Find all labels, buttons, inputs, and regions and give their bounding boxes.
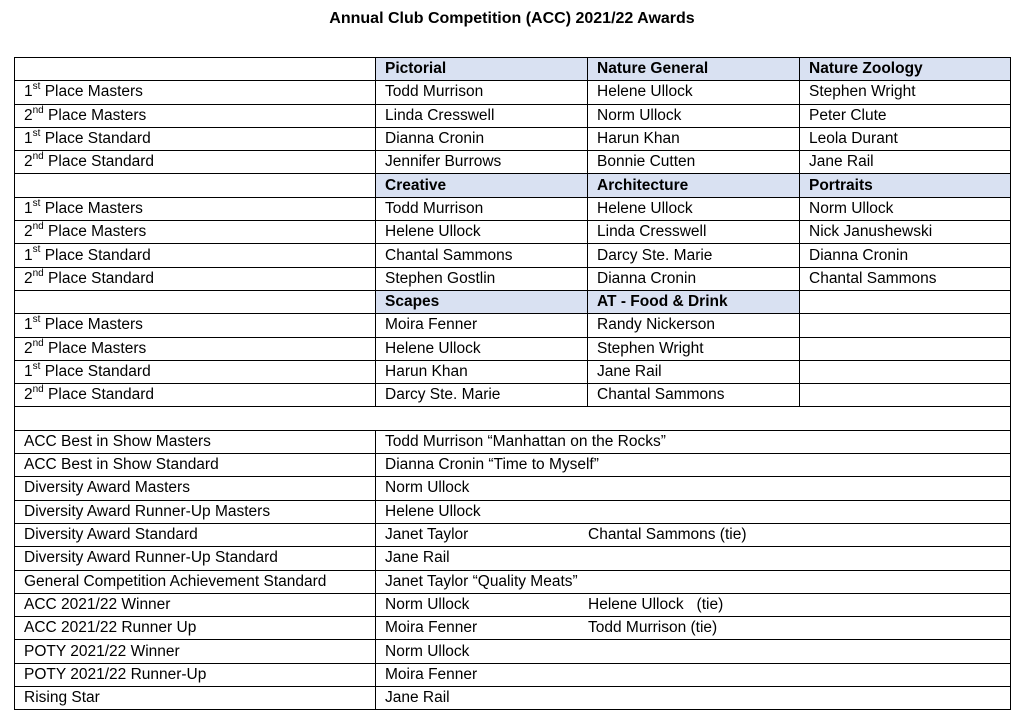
- award-winner-cell: [376, 617, 1011, 640]
- award-name: Diversity Award Runner-Up Masters: [15, 500, 376, 523]
- award-name: POTY 2021/22 Winner: [15, 640, 376, 663]
- place-suffix: st: [32, 197, 41, 209]
- special-award-row: [15, 663, 1011, 686]
- table-row: [15, 337, 1011, 360]
- place-text: Place Standard: [40, 246, 151, 264]
- place-label: [15, 267, 376, 290]
- award-name: Diversity Award Runner-Up Standard: [15, 547, 376, 570]
- award-winner: Dianna Cronin “Time to Myself”: [385, 456, 599, 474]
- place-suffix: nd: [32, 337, 44, 349]
- place-text: Place Masters: [40, 316, 143, 334]
- spacer-cell: [15, 407, 1011, 430]
- winner-cell: Todd Murrison: [376, 81, 588, 104]
- winner-cell: Todd Murrison: [376, 197, 588, 220]
- winner-cell: Jane Rail: [800, 151, 1011, 174]
- category-header: Nature Zoology: [800, 58, 1011, 81]
- place-text: Place Standard: [43, 386, 155, 404]
- award-name: Diversity Award Masters: [15, 477, 376, 500]
- table-row: [15, 314, 1011, 337]
- winner-cell: [800, 337, 1011, 360]
- table-row: [15, 197, 1011, 220]
- winner-cell: Chantal Sammons: [588, 384, 800, 407]
- place-ordinal: 1: [24, 246, 33, 264]
- winner-cell: Norm Ullock: [588, 104, 800, 127]
- award-name: General Competition Achievement Standard: [15, 570, 376, 593]
- award-name: POTY 2021/22 Runner-Up: [15, 663, 376, 686]
- place-ordinal: 2: [24, 223, 33, 241]
- place-text: Place Standard: [43, 153, 155, 171]
- table-row: [15, 221, 1011, 244]
- category-header: Architecture: [588, 174, 800, 197]
- winner-cell: Chantal Sammons: [800, 267, 1011, 290]
- winner-cell: Helene Ullock: [376, 337, 588, 360]
- table-row: [15, 127, 1011, 150]
- category-header: Scapes: [376, 290, 588, 313]
- place-suffix: nd: [32, 384, 44, 396]
- category-header-row: [15, 58, 1011, 81]
- place-text: Place Standard: [40, 130, 151, 148]
- award-winner: Jane Rail: [385, 689, 450, 707]
- special-award-row: [15, 687, 1011, 710]
- winner-cell: Jennifer Burrows: [376, 151, 588, 174]
- award-winner-cell: [376, 570, 1011, 593]
- winner-cell: Stephen Gostlin: [376, 267, 588, 290]
- award-name: Diversity Award Standard: [15, 523, 376, 546]
- winner-cell: Bonnie Cutten: [588, 151, 800, 174]
- special-award-row: [15, 547, 1011, 570]
- award-winner: Jane Rail: [385, 549, 450, 567]
- award-winner: Helene Ullock: [385, 502, 481, 520]
- winner-cell: [800, 314, 1011, 337]
- winner-cell: Darcy Ste. Marie: [376, 384, 588, 407]
- place-text: Place Masters: [43, 223, 147, 241]
- award-winner: Moira Fenner: [385, 665, 478, 683]
- award-winner-cell: [376, 663, 1011, 686]
- place-suffix: st: [32, 314, 41, 326]
- special-award-row: [15, 570, 1011, 593]
- header-blank-cell: [15, 174, 376, 197]
- winner-cell: Dianna Cronin: [800, 244, 1011, 267]
- category-header: Portraits: [800, 174, 1011, 197]
- spacer-row: [15, 407, 1011, 430]
- winner-cell: Stephen Wright: [588, 337, 800, 360]
- winner-cell: [800, 384, 1011, 407]
- place-text: Place Standard: [40, 363, 151, 380]
- table-row: [15, 104, 1011, 127]
- category-header: Pictorial: [376, 58, 588, 81]
- award-winner: Todd Murrison “Manhattan on the Rocks”: [385, 432, 666, 450]
- award-winner: Janet Taylor “Quality Meats”: [385, 572, 578, 590]
- place-suffix: nd: [32, 221, 44, 233]
- place-text: Place Masters: [43, 106, 147, 124]
- winner-cell: Dianna Cronin: [376, 127, 588, 150]
- place-suffix: nd: [32, 104, 44, 116]
- winner-cell: Peter Clute: [800, 104, 1011, 127]
- winner-cell: [800, 360, 1011, 383]
- place-suffix: nd: [32, 267, 44, 279]
- header-blank-cell: [15, 290, 376, 313]
- award-winner: Norm Ullock: [385, 595, 470, 613]
- award-winner: Janet Taylor: [385, 526, 469, 544]
- category-header-row: [15, 174, 1011, 197]
- place-label: [15, 151, 376, 174]
- place-ordinal: 1: [24, 199, 33, 217]
- award-winner-cell: [376, 687, 1011, 710]
- place-text: Place Masters: [43, 339, 147, 357]
- winner-cell: Nick Janushewski: [800, 221, 1011, 244]
- winner-cell: Darcy Ste. Marie: [588, 244, 800, 267]
- winner-cell: Linda Cresswell: [376, 104, 588, 127]
- place-ordinal: 2: [24, 386, 33, 404]
- place-suffix: st: [32, 360, 41, 372]
- place-ordinal: 2: [24, 269, 33, 287]
- place-suffix: nd: [32, 151, 44, 163]
- award-tie-winner: Todd Murrison (tie): [588, 619, 718, 637]
- place-suffix: st: [32, 244, 41, 256]
- award-name: ACC 2021/22 Runner Up: [15, 617, 376, 640]
- place-text: Place Masters: [40, 83, 143, 101]
- award-winner-cell: [376, 500, 1011, 523]
- award-name: ACC Best in Show Standard: [15, 454, 376, 477]
- place-label: [15, 244, 376, 267]
- place-label: [15, 104, 376, 127]
- table-row: [15, 267, 1011, 290]
- award-winner-cell: [376, 477, 1011, 500]
- winner-cell: Stephen Wright: [800, 81, 1011, 104]
- table-row: [15, 151, 1011, 174]
- awards-table-body: [15, 58, 1011, 710]
- place-ordinal: 2: [24, 339, 33, 357]
- document-title: Annual Club Competition (ACC) 2021/22 Awards: [329, 10, 695, 27]
- table-row: [15, 81, 1011, 104]
- winner-cell: Helene Ullock: [588, 197, 800, 220]
- place-text: Place Standard: [43, 269, 155, 287]
- place-ordinal: 2: [24, 106, 33, 124]
- special-award-row: [15, 454, 1011, 477]
- winner-cell: Randy Nickerson: [588, 314, 800, 337]
- place-ordinal: 2: [24, 153, 33, 171]
- award-winner-cell: [376, 523, 1011, 546]
- awards-table: [14, 57, 1011, 710]
- award-name: Rising Star: [15, 687, 376, 710]
- special-award-row: [15, 477, 1011, 500]
- place-label: [15, 197, 376, 220]
- category-header: AT - Food & Drink: [588, 290, 800, 313]
- winner-cell: Norm Ullock: [800, 197, 1011, 220]
- winner-cell: Linda Cresswell: [588, 221, 800, 244]
- award-tie-winner: Chantal Sammons (tie): [588, 526, 747, 544]
- award-name: ACC Best in Show Masters: [15, 430, 376, 453]
- place-label: [15, 360, 376, 383]
- place-ordinal: 1: [24, 130, 33, 148]
- winner-cell: Helene Ullock: [376, 221, 588, 244]
- category-header: [800, 290, 1011, 313]
- winner-cell: Moira Fenner: [376, 314, 588, 337]
- winner-cell: Harun Khan: [588, 127, 800, 150]
- award-winner-cell: [376, 430, 1011, 453]
- award-tie-winner: Helene Ullock (tie): [588, 595, 724, 613]
- special-award-row: [15, 500, 1011, 523]
- winner-cell: Helene Ullock: [588, 81, 800, 104]
- award-winner-cell: [376, 593, 1011, 616]
- place-suffix: st: [32, 81, 41, 93]
- special-award-row: [15, 523, 1011, 546]
- table-row: [15, 360, 1011, 383]
- table-row: [15, 244, 1011, 267]
- award-winner: Norm Ullock: [385, 642, 470, 660]
- award-winner: Norm Ullock: [385, 479, 470, 497]
- winner-cell: Chantal Sammons: [376, 244, 588, 267]
- award-winner-cell: [376, 640, 1011, 663]
- header-blank-cell: [15, 58, 376, 81]
- special-award-row: [15, 617, 1011, 640]
- place-label: [15, 127, 376, 150]
- award-winner: Moira Fenner: [385, 619, 478, 637]
- table-row: [15, 384, 1011, 407]
- place-ordinal: 1: [24, 316, 33, 334]
- award-winner-cell: [376, 547, 1011, 570]
- winner-cell: Leola Durant: [800, 127, 1011, 150]
- category-header-row: [15, 290, 1011, 313]
- place-label: [15, 221, 376, 244]
- place-label: [15, 81, 376, 104]
- category-header: Creative: [376, 174, 588, 197]
- winner-cell: Dianna Cronin: [588, 267, 800, 290]
- place-label: [15, 314, 376, 337]
- place-label: [15, 337, 376, 360]
- place-ordinal: 1: [24, 83, 33, 101]
- award-winner-cell: [376, 454, 1011, 477]
- award-name: ACC 2021/22 Winner: [15, 593, 376, 616]
- winner-cell: Jane Rail: [588, 360, 800, 383]
- category-header: Nature General: [588, 58, 800, 81]
- place-text: Place Masters: [40, 199, 143, 217]
- place-label: [15, 384, 376, 407]
- place-ordinal: 1: [24, 363, 33, 380]
- special-award-row: [15, 593, 1011, 616]
- winner-cell: Harun Khan: [376, 360, 588, 383]
- place-suffix: st: [32, 127, 41, 139]
- special-award-row: [15, 640, 1011, 663]
- special-award-row: [15, 430, 1011, 453]
